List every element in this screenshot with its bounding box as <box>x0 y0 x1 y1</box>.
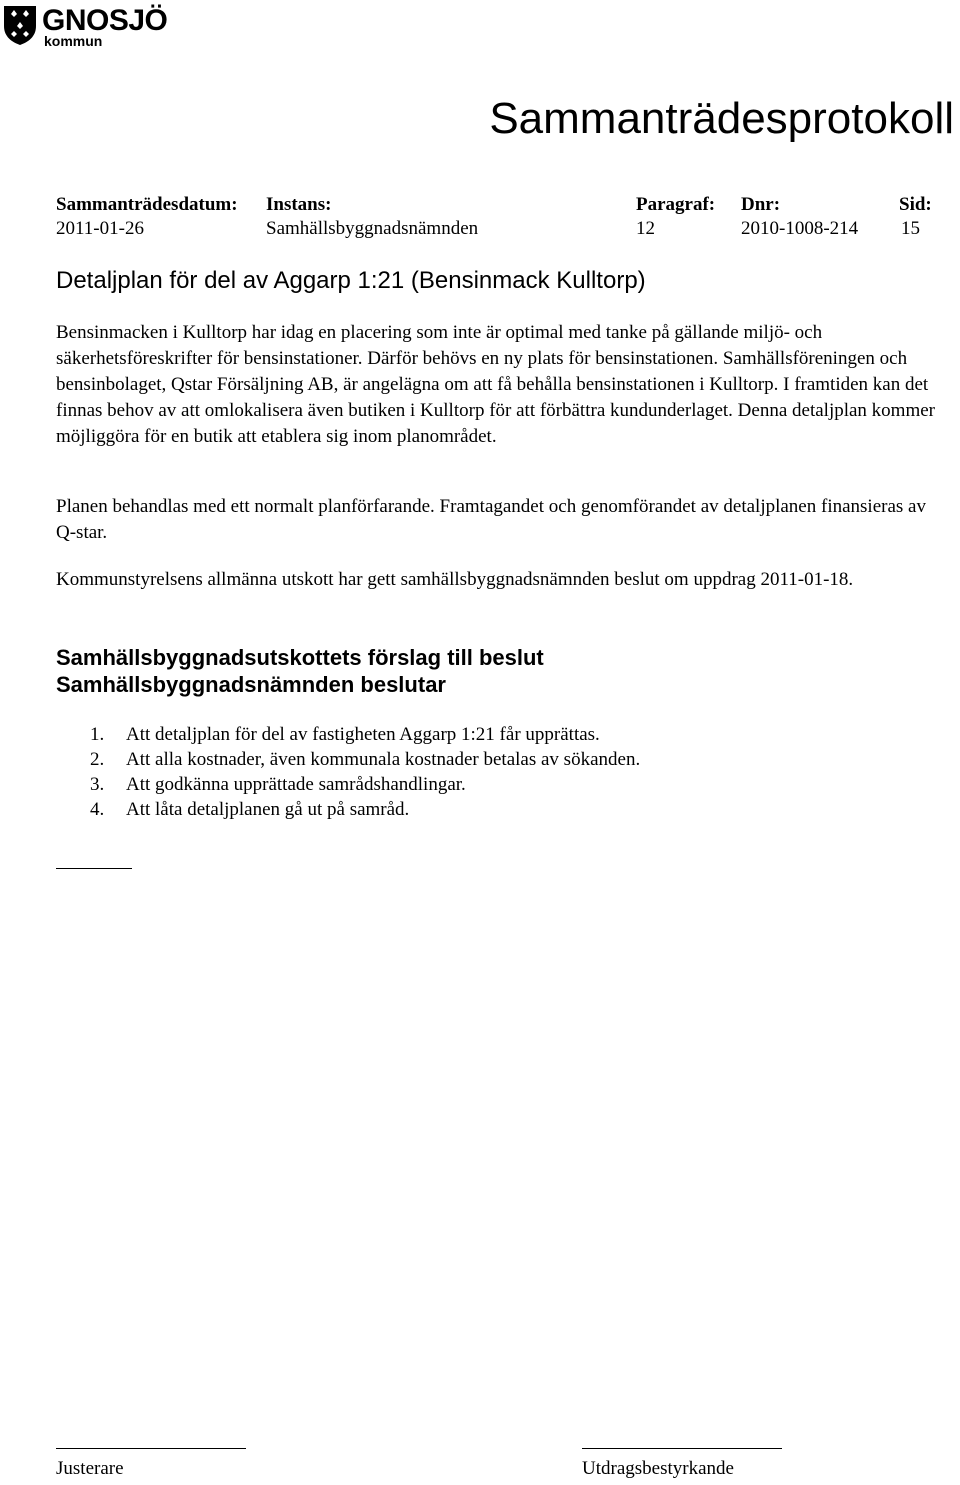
list-item <box>56 722 640 747</box>
section-label: Paragraf: <box>636 194 716 215</box>
meeting-date-label: Sammanträdesdatum: <box>56 194 238 215</box>
proposal-heading: Samhällsbyggnadsutskottets förslag till beslut <box>56 645 544 670</box>
list-item <box>56 772 640 797</box>
extract-label: Utdragsbestyrkande <box>582 1458 734 1479</box>
registration-number-label: Dnr: <box>741 194 781 215</box>
municipal-crest-icon <box>2 4 38 46</box>
list-item-number: 3. <box>90 774 105 795</box>
list-item-number: 4. <box>90 799 105 820</box>
list-item-text: Att låta detaljplanen gå ut på samråd. <box>126 799 410 820</box>
extract-signature-line <box>582 1448 782 1449</box>
section-divider <box>56 868 132 869</box>
list-item-number: 1. <box>90 724 105 745</box>
list-item-text: Att detaljplan för del av fastigheten Aggarp 1:21 får upprättas. <box>126 724 600 745</box>
paragraph-mandate: Kommunstyrelsens allmänna utskott har gett samhällsbyggnadsnämnden beslut om uppdrag 2011-01-18. <box>56 569 854 590</box>
meeting-date-value: 2011-01-26 <box>56 218 144 239</box>
section-value: 12 <box>636 218 655 239</box>
decision-heading: Samhällsbyggnadsnämnden beslutar <box>56 672 446 697</box>
list-item <box>56 747 640 772</box>
body-label: Instans: <box>266 194 332 215</box>
body-value: Samhällsbyggnadsnämnden <box>266 218 479 239</box>
municipality-logo <box>2 4 172 48</box>
adjuster-label: Justerare <box>56 1458 124 1479</box>
page-value: 15 <box>901 218 920 239</box>
decision-list <box>56 722 640 822</box>
logo-wordmark: GNOSJÖ <box>42 4 168 37</box>
list-item-text: Att godkänna upprättade samrådshandlingar. <box>126 774 466 795</box>
logo-subtext: kommun <box>44 33 103 49</box>
registration-number-value: 2010-1008-214 <box>741 218 859 239</box>
list-item <box>56 797 640 822</box>
document-title: Sammanträdesprotokoll <box>489 94 954 143</box>
item-heading: Detaljplan för del av Aggarp 1:21 (Bensinmack Kulltorp) <box>56 267 646 294</box>
paragraph-procedure: Planen behandlas med ett normalt planförfarande. Framtagandet och genomförandet av detaljplanen finansieras av Q-star. <box>56 496 926 543</box>
page-label: Sid: <box>899 194 932 215</box>
paragraph-background: Bensinmacken i Kulltorp har idag en placering som inte är optimal med tanke på gällande miljö- och säkerhetsföreskrifter för bensinstationer. Därför behövs en ny plats för bensinstationen. Samhällsföreningen och bensinbolaget, Qstar Försäljning AB, är angelägna om att få behålla bensinstationen i Kulltorp. I framtiden kan det finnas behov av att omlokalisera även butiken i Kulltorp för att förbättra kundunderlaget. Denna detaljplan kommer möjliggöra för en butik att etablera sig inom planområdet. <box>56 322 936 447</box>
adjuster-signature-line <box>56 1448 246 1449</box>
list-item-text: Att alla kostnader, även kommunala kostnader betalas av sökanden. <box>126 749 641 770</box>
list-item-number: 2. <box>90 749 105 770</box>
